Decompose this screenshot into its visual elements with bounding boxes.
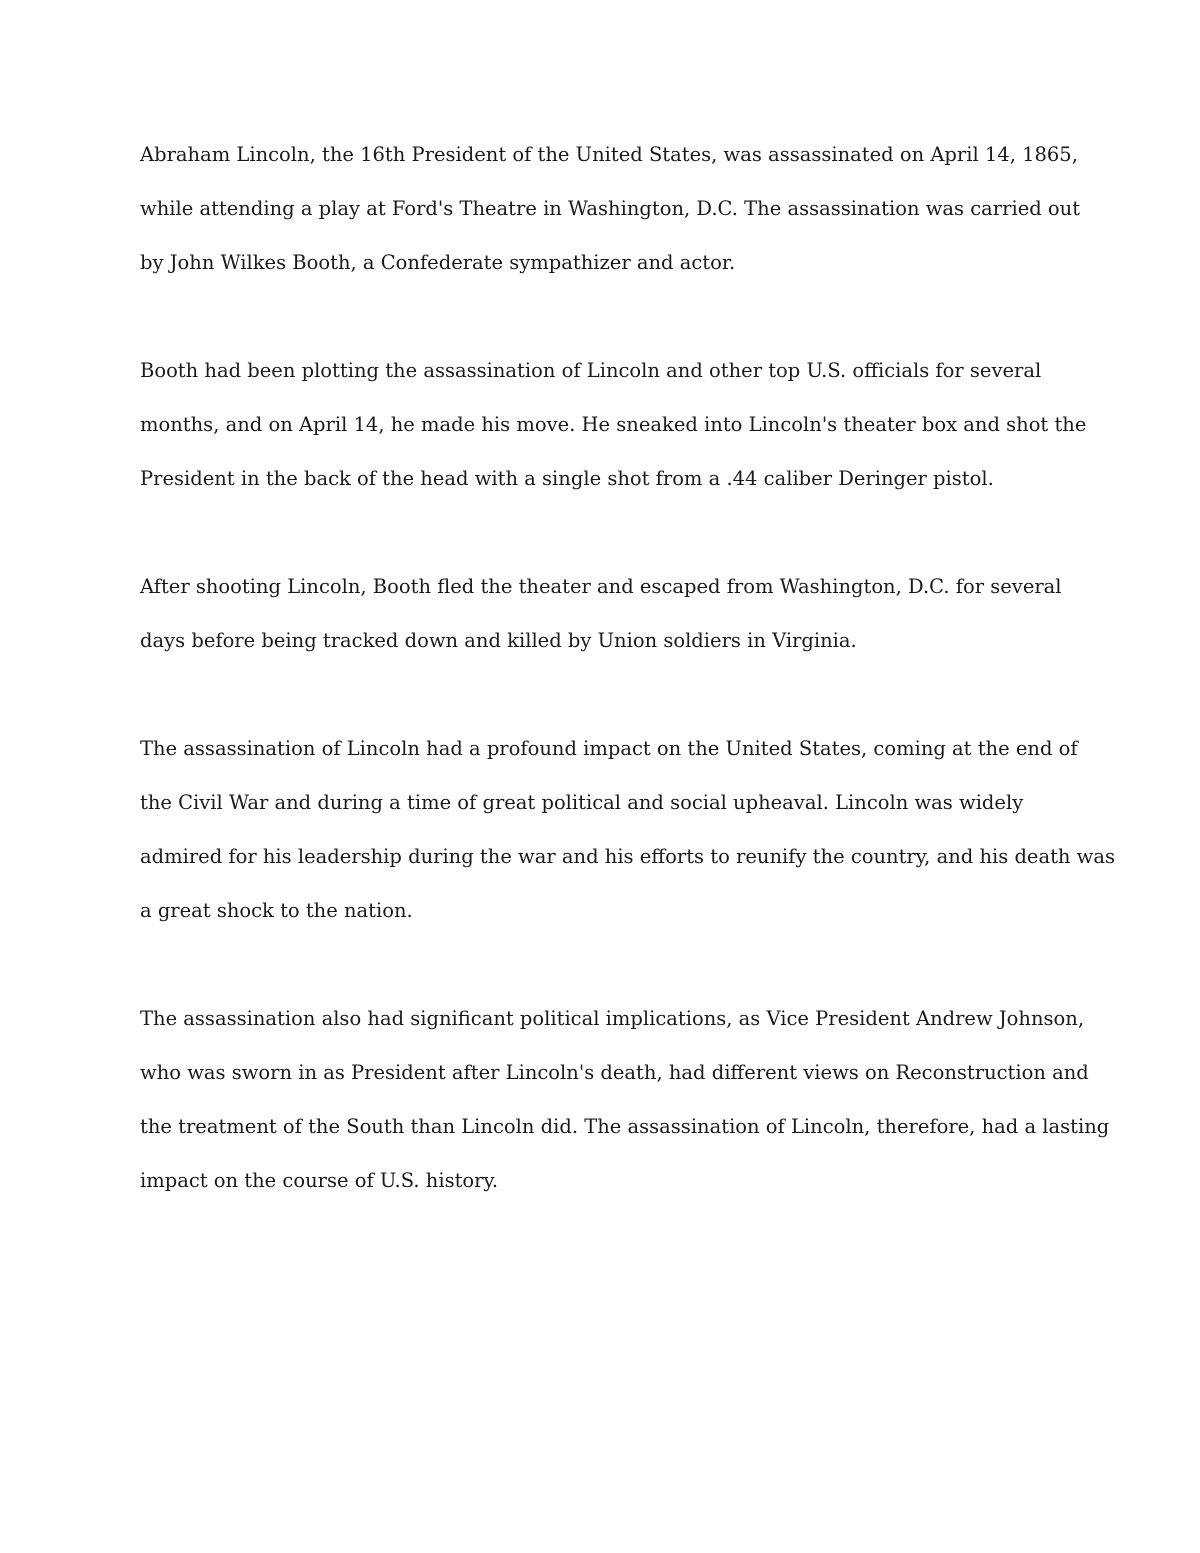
text-line: a great shock to the nation. <box>140 899 413 922</box>
paragraph-3 <box>140 560 1070 668</box>
text-line: President in the back of the head with a single shot from a .44 caliber Deringer pistol. <box>140 467 994 490</box>
text-line: Booth had been plotting the assassination of Lincoln and other top U.S. officials for several <box>140 359 1042 382</box>
text-line: impact on the course of U.S. history. <box>140 1169 499 1192</box>
text-line: After shooting Lincoln, Booth fled the theater and escaped from Washington, D.C. for several <box>140 575 1062 598</box>
text-line: who was sworn in as President after Lincoln's death, had different views on Reconstruction and <box>140 1061 1089 1084</box>
text-line: Abraham Lincoln, the 16th President of the United States, was assassinated on April 14, 1865, <box>140 143 1078 166</box>
text-line: the Civil War and during a time of great political and social upheaval. Lincoln was widely <box>140 791 1024 814</box>
paragraph-4 <box>140 722 1116 938</box>
text-line: admired for his leadership during the war and his efforts to reunify the country, and his death was <box>140 845 1116 868</box>
paragraph-2 <box>140 344 1087 506</box>
text-line: by John Wilkes Booth, a Confederate sympathizer and actor. <box>140 251 736 274</box>
text-line: months, and on April 14, he made his move. He sneaked into Lincoln's theater box and shot the <box>140 413 1087 436</box>
paragraph-5 <box>140 992 1110 1208</box>
text-line: The assassination of Lincoln had a profound impact on the United States, coming at the end of <box>140 737 1078 760</box>
paragraph-1 <box>140 128 1081 290</box>
text-line: while attending a play at Ford's Theatre in Washington, D.C. The assassination was carried out <box>140 197 1081 220</box>
text-line: days before being tracked down and killed by Union soldiers in Virginia. <box>140 629 857 652</box>
text-line: The assassination also had significant political implications, as Vice President Andrew Johnson, <box>140 1007 1085 1030</box>
text-line: the treatment of the South than Lincoln did. The assassination of Lincoln, therefore, had a lasting <box>140 1115 1110 1138</box>
document-body <box>140 128 1116 1262</box>
